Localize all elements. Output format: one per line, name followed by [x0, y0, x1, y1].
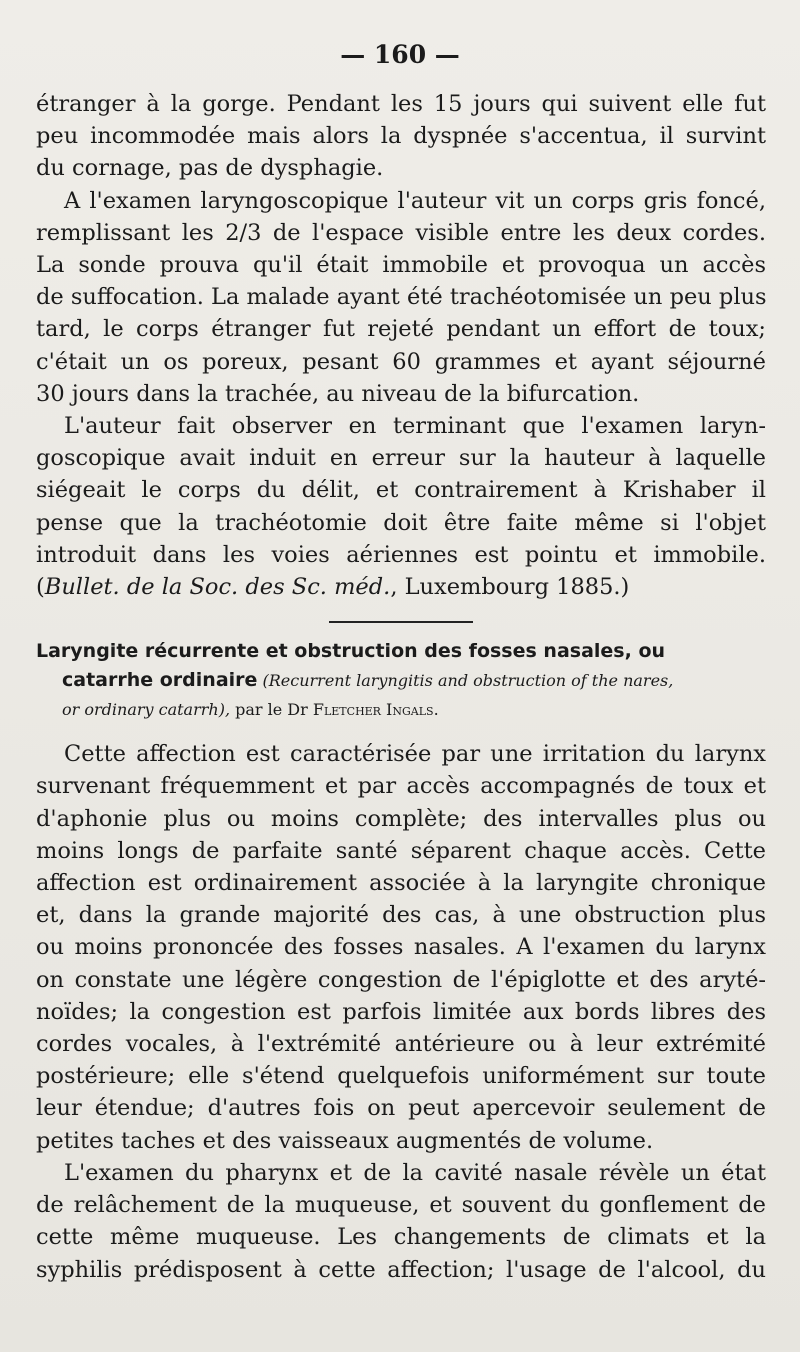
- page-number: — 160 —: [340, 40, 460, 69]
- text-line: L'auteur fait observer en terminant que l'examen laryn-: [64, 413, 766, 440]
- page-content: [36, 88, 766, 1286]
- paragraph-block-2: [36, 738, 766, 1285]
- paragraph-block-1: [36, 88, 766, 571]
- citation: (Bullet. de la Soc. des Sc. méd., Luxembourg 1885.): [36, 574, 630, 601]
- text-line: noïdes; la congestion est parfois limitée aux bords libres des: [36, 998, 766, 1025]
- text-line: du cornage, pas de dysphagie.: [36, 155, 384, 182]
- text-line: syphilis prédisposent à cette affection; l'usage de l'alcool, du: [36, 1256, 766, 1283]
- text-line: La sonde prouva qu'il était immobile et provoqua un accès: [36, 252, 766, 279]
- text-line: postérieure; elle s'étend quelquefois uniformément sur toute: [36, 1063, 766, 1090]
- text-line: peu incommodée mais alors la dyspnée s'accentua, il survint: [36, 123, 766, 150]
- text-line: et, dans la grande majorité des cas, à une obstruction plus: [36, 902, 766, 929]
- text-line: introduit dans les voies aériennes est pointu et immobile.: [36, 541, 766, 568]
- text-line: leur étendue; d'autres fois on peut apercevoir seulement de: [36, 1095, 766, 1122]
- text-line: affection est ordinairement associée à la laryngite chronique: [36, 870, 766, 897]
- citation-journal: Bullet. de la Soc. des Sc. méd.: [44, 574, 391, 601]
- text-line: d'aphonie plus ou moins complète; des intervalles plus ou: [36, 805, 766, 832]
- title-line-3: or ordinary catarrh), par le Dr Fletcher Ingals.: [62, 700, 439, 720]
- text-line: goscopique avait induit en erreur sur la hauteur à laquelle: [36, 445, 766, 472]
- text-line: ou moins prononcée des fosses nasales. A l'examen du larynx: [36, 934, 766, 961]
- text-line: pense que la trachéotomie doit être faite même si l'objet: [36, 509, 766, 536]
- author-name: Fletcher Ingals.: [312, 700, 439, 720]
- text-line: cordes vocales, à l'extrémité antérieure ou à leur extrémité: [36, 1031, 766, 1058]
- text-line: tard, le corps étranger fut rejeté pendant un effort de toux;: [36, 316, 766, 343]
- title-line-2: catarrhe ordinaire (Recurrent laryngitis and obstruction of the nares,: [62, 669, 674, 692]
- text-line: c'était un os poreux, pesant 60 grammes et ayant séjourné: [36, 348, 766, 375]
- text-line: Cette affection est caractérisée par une irritation du larynx: [64, 741, 766, 768]
- article-title: [36, 637, 766, 724]
- text-line: petites taches et des vaisseaux augmentés de volume.: [36, 1127, 654, 1154]
- title-line-1: Laryngite récurrente et obstruction des fosses nasales, ou: [36, 640, 666, 663]
- text-line: de relâchement de la muqueuse, et souvent du gonflement de: [36, 1192, 766, 1219]
- text-line: moins longs de parfaite santé séparent chaque accès. Cette: [36, 837, 766, 864]
- text-line: siégeait le corps du délit, et contrairement à Krishaber il: [36, 477, 766, 504]
- section-divider: [329, 621, 473, 623]
- text-line: on constate une légère congestion de l'épiglotte et des aryté-: [36, 966, 766, 993]
- text-line: survenant fréquemment et par accès accompagnés de toux et: [36, 773, 766, 800]
- text-line: A l'examen laryngoscopique l'auteur vit un corps gris foncé,: [64, 187, 766, 214]
- text-line: de suffocation. La malade ayant été trachéotomisée un peu plus: [36, 284, 767, 311]
- text-line: étranger à la gorge. Pendant les 15 jours qui suivent elle fut: [36, 91, 766, 117]
- text-line: cette même muqueuse. Les changements de climats et la: [36, 1224, 766, 1251]
- text-line: 30 jours dans la trachée, au niveau de la bifurcation.: [36, 380, 640, 407]
- text-line: L'examen du pharynx et de la cavité nasale révèle un état: [64, 1159, 766, 1186]
- text-line: remplissant les 2/3 de l'espace visible entre les deux cordes.: [36, 219, 766, 246]
